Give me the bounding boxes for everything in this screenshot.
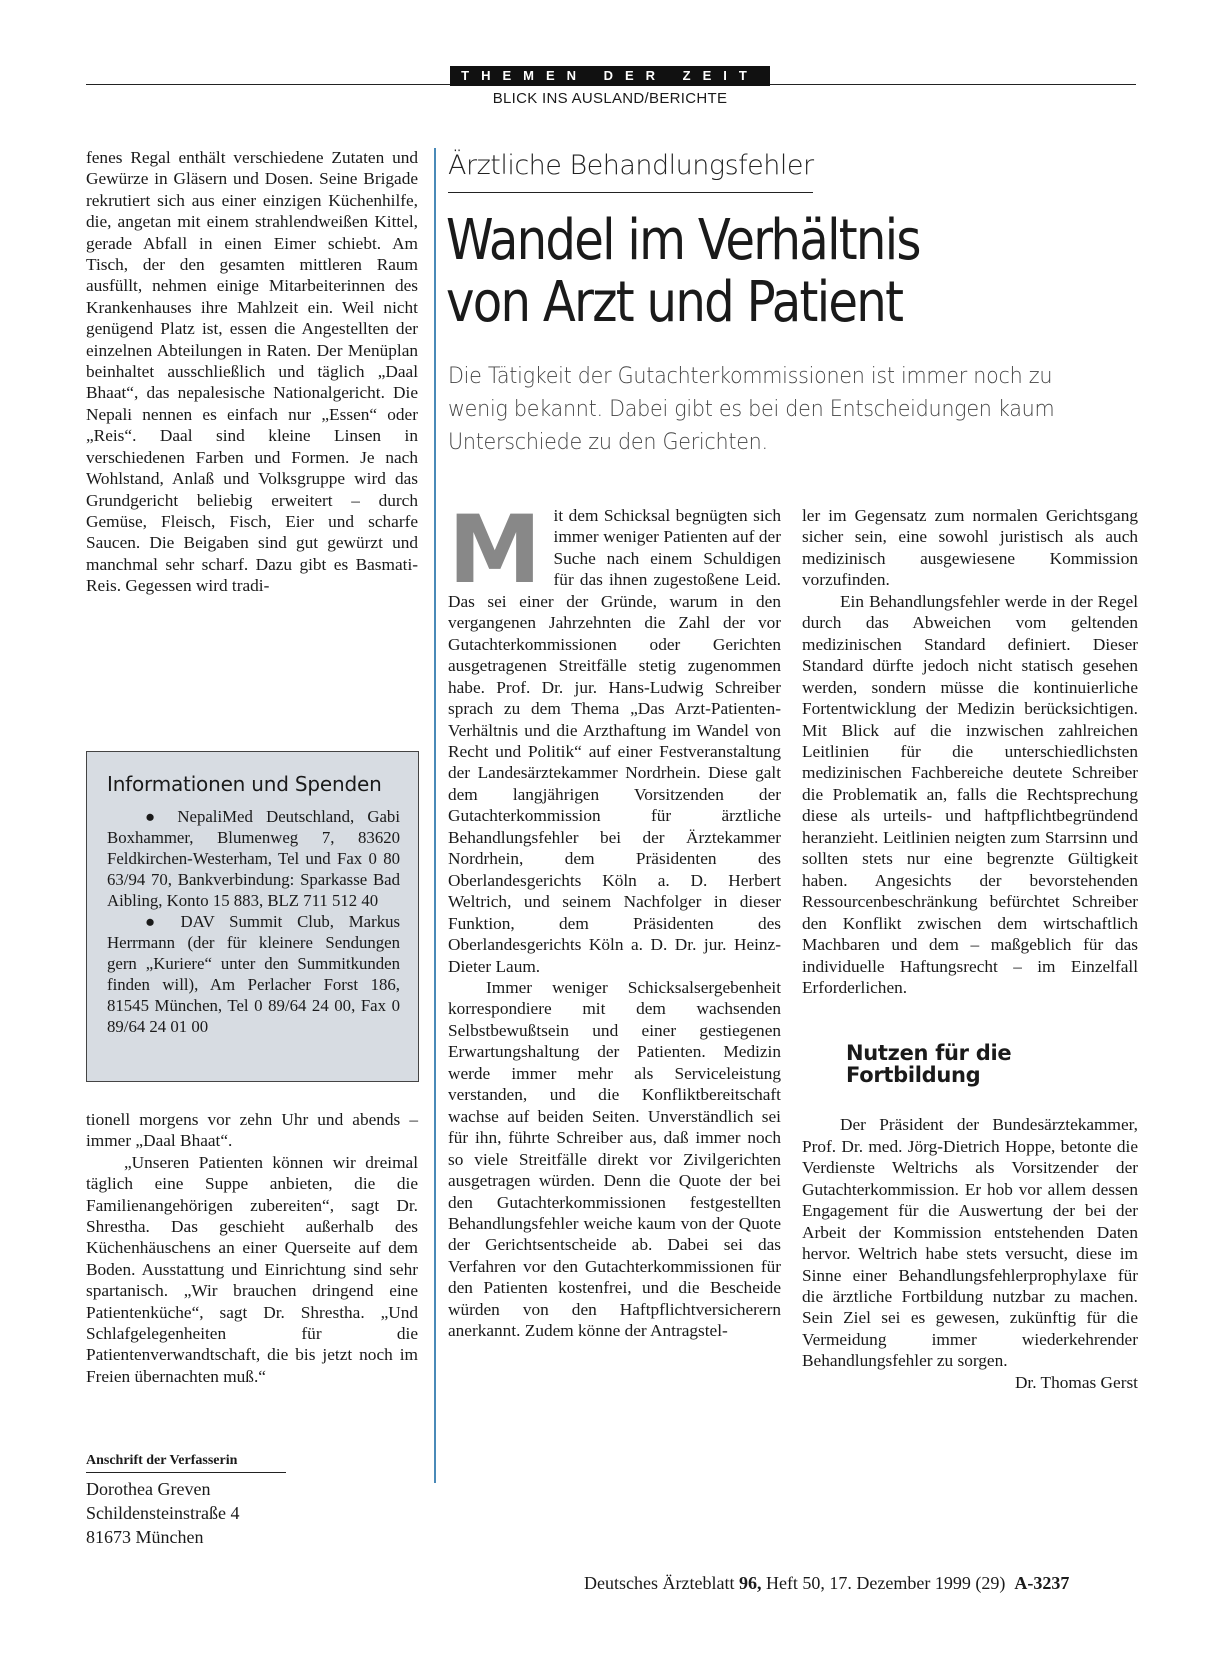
drop-cap: M	[448, 496, 542, 605]
bullet-icon: ●	[145, 807, 165, 826]
article-column-middle	[448, 496, 781, 1342]
paragraph-text: it dem Schicksal begnügten sich immer weniger Patienten auf der Suche nach einem Schuldigen für das ihnen zugestoßene Leid. Das sei einer der Gründe, warum in den vergangenen Jahrzehnten die Zahl der vor Gutachterkommissionen oder Gerichten ausgetragenen Streitfälle stetig zugenommen habe. Prof. Dr. jur. Hans-Ludwig Schreiber sprach zu dem Thema „Das Arzt-Patienten-Verhältnis und die Arzthaftung im Wandel von Recht und Politik“ auf einer Festveranstaltung der Landesärztekammer Nordrhein. Diese galt dem langjährigen Vorsitzenden der Gutachterkommission für ärztliche Behandlungsfehler bei der Ärztekammer Nordrhein, dem Präsidenten des Oberlandesgerichts Köln a. D. Herbert Weltrich, und seinem Nachfolger in dieser Funktion, dem Präsidenten des Oberlandesgerichts Köln a. D. Dr. jur. Heinz-Dieter Laum.	[448, 506, 781, 976]
left-column-top	[86, 147, 418, 597]
info-box	[86, 751, 419, 1082]
headline-line: Wandel im Verhältnis	[446, 208, 920, 273]
article-paragraph	[448, 496, 781, 977]
left-column-bottom	[86, 1109, 418, 1387]
left-paragraph: „Unseren Patienten können wir dreimal täglich eine Suppe anbieten, die die Familienangehörigen zubereiten“, sagt Dr. Shrestha. Das geschieht außerhalb des Küchenhäuschens an einer Querseite auf dem Boden. Ausstattung und Einrichtung sind sehr spartanisch. „Wir brauchen dringend eine Patientenküche“, sagt Dr. Shrestha. „Und Schlafgelegenheiten für die Patientenverwandtschaft, die bis jetzt noch im Freien übernachten muß.“	[86, 1152, 418, 1386]
info-item-text: NepaliMed Deutschland, Gabi Boxhammer, Blumenweg 7, 83620 Feldkirchen-Westerham, Tel und Fax 0 80 63/94 70, Bankverbindung: Sparkasse Bad Aibling, Konto 15 883, BLZ 711 512 40	[107, 807, 400, 910]
headline-line: von Arzt und Patient	[446, 270, 903, 335]
info-item	[107, 911, 400, 1037]
address-heading: Anschrift der Verfasserin	[86, 1453, 286, 1473]
article-paragraph: Der Präsident der Bundesärztekammer, Prof. Dr. med. Jörg-Dietrich Hoppe, betonte die Verdienste Weltrichs als Vorsitzender der Gutachterkommission. Er hob vor allem dessen Engagement für die Auswertung der bei der Arbeit der Kommission entstehenden Daten hervor. Weltrich habe stets versucht, diese im Sinne einer Behandlungsfehlerprophylaxe für die ärztliche Fortbildung nutzbar zu machen. Sein Ziel sei es gewesen, zukünftig für die Vermeidung immer wiederkehrender Behandlungsfehler zu sorgen.	[802, 1115, 1138, 1371]
article-headline	[446, 210, 1048, 334]
journal-name: Deutsches Ärzteblatt	[584, 1573, 735, 1593]
volume-number: 96,	[738, 1573, 762, 1593]
article-paragraph: ler im Gegensatz zum normalen Gerichtsgang sicher sein, eine sowohl juristisch als auch medizinisch ausgewiesene Kommission vorzufinden.	[802, 506, 1138, 590]
article-column-right	[802, 505, 1138, 1393]
bullet-icon: ●	[145, 912, 166, 931]
author-signature: Dr. Thomas Gerst	[1014, 1372, 1138, 1392]
page-number: A-3237	[1014, 1573, 1070, 1593]
article-kicker: Ärztliche Behandlungsfehler	[448, 150, 814, 181]
info-item	[107, 806, 400, 911]
page-footer	[584, 1573, 1069, 1594]
section-banner: THEMEN DER ZEIT	[450, 66, 770, 86]
info-box-body	[107, 806, 400, 1037]
article-dek: Die Tätigkeit der Gutachterkommissionen ist immer noch zu wenig bekannt. Dabei gibt es bei den Entscheidungen kaum Unterschiede zu den Gerichten.	[448, 363, 1055, 455]
info-box-title: Informationen und Spenden	[107, 772, 382, 796]
address-line: Dorothea Greven	[86, 1479, 211, 1499]
info-item-text: DAV Summit Club, Markus Herrmann (der für kleinere Sendungen gern „Kuriere“ unter den Summitkunden finden will), Am Perlacher Forst 186, 81545 München, Tel 0 89/64 24 00, Fax 0 89/64 24 01 00	[107, 912, 400, 1036]
issue-date: Heft 50, 17. Dezember 1999 (29)	[765, 1573, 1006, 1593]
article-subheading: Nutzen für die Fortbildung	[846, 1041, 1012, 1087]
column-divider	[434, 148, 436, 1483]
section-subtitle: BLICK INS AUSLAND/BERICHTE	[492, 90, 728, 107]
left-paragraph: tionell morgens vor zehn Uhr und abends – immer „Daal Bhaat“.	[86, 1110, 418, 1151]
kicker-rule	[448, 192, 813, 193]
address-line: Schildensteinstraße 4	[86, 1503, 240, 1523]
author-address	[86, 1477, 239, 1549]
article-paragraph: Ein Behandlungsfehler werde in der Regel durch das Abweichen vom geltenden medizinischen Standard definiert. Dieser Standard dürfte jedoch nicht statisch gesehen werden, sondern müsse die kontinuierliche Fortentwicklung der Medizin berücksichtigen. Mit Blick auf die inzwischen zahlreichen Leitlinien für die unterschiedlichsten medizinischen Fachbereiche deutete Schreiber die Problematik an, falls die Rechtsprechung diese als urteils- und haftpflichtbegründend heranzieht. Leitlinien neigten zum Starrsinn und sollten stets nur eine begrenzte Gültigkeit haben. Angesichts der bevorstehenden Ressourcenbeschränkung befürchtet Schreiber den Konflikt zwischen dem wirtschaftlich Machbaren und dem – maßgeblich für das individuelle Haftungsrecht – im Einzelfall Erforderlichen.	[802, 591, 1138, 997]
left-paragraph: fenes Regal enthält verschiedene Zutaten und Gewürze in Gläsern und Dosen. Seine Brigade rekrutiert sich aus einer einzigen Küchenhilfe, die, angetan mit einem strahlendweißen Kittel, gerade Abfall in einen Eimer schiebt. Am Tisch, der den gesamten mittleren Raum ausfüllt, nehmen einige Mitarbeiterinnen des Krankenhauses ihre Mahlzeit ein. Weil nicht genügend Platz ist, essen die Angestellten der einzelnen Abteilungen in Raten. Der Menüplan beinhaltet ausschließlich und täglich „Daal Bhaat“, das nepalesische Nationalgericht. Die Nepali nennen es einfach nur „Essen“ oder „Reis“. Daal sind kleine Linsen in verschiedenen Farben und Formen. Je nach Wohlstand, Anlaß und Volksgruppe wird das Grundgericht beliebig erweitert – durch Gemüse, Fleisch, Fisch, Eier und scharfe Saucen. Die Beigaben sind gut gewürzt und manchmal sehr scharf. Dazu gibt es Basmati-Reis. Gegessen wird tradi-	[86, 148, 418, 596]
article-paragraph: Immer weniger Schicksalsergebenheit korrespondiere mit dem wachsenden Selbstbewußtsein und einer gestiegenen Erwartungshaltung der Patienten. Medizin werde immer mehr als Serviceleistung verstanden, und die Konfliktbereitschaft wachse auf beiden Seiten. Unverständlich sei für ihn, führte Schreiber aus, daß immer noch so viele Streitfälle direkt vor Zivilgerichten ausgetragen würden. Denn die Quote der bei den Gutachterkommissionen festgestellten Behandlungsfehler weiche kaum von der Quote der Gerichtsentscheide ab. Dabei sei das Verfahren vor den Gutachterkommissionen für den Patienten kostenfrei, und die Bescheide würden von den Haftpflichtversicherern anerkannt. Zudem könne der Antragstel-	[448, 977, 781, 1341]
address-line: 81673 München	[86, 1527, 204, 1547]
